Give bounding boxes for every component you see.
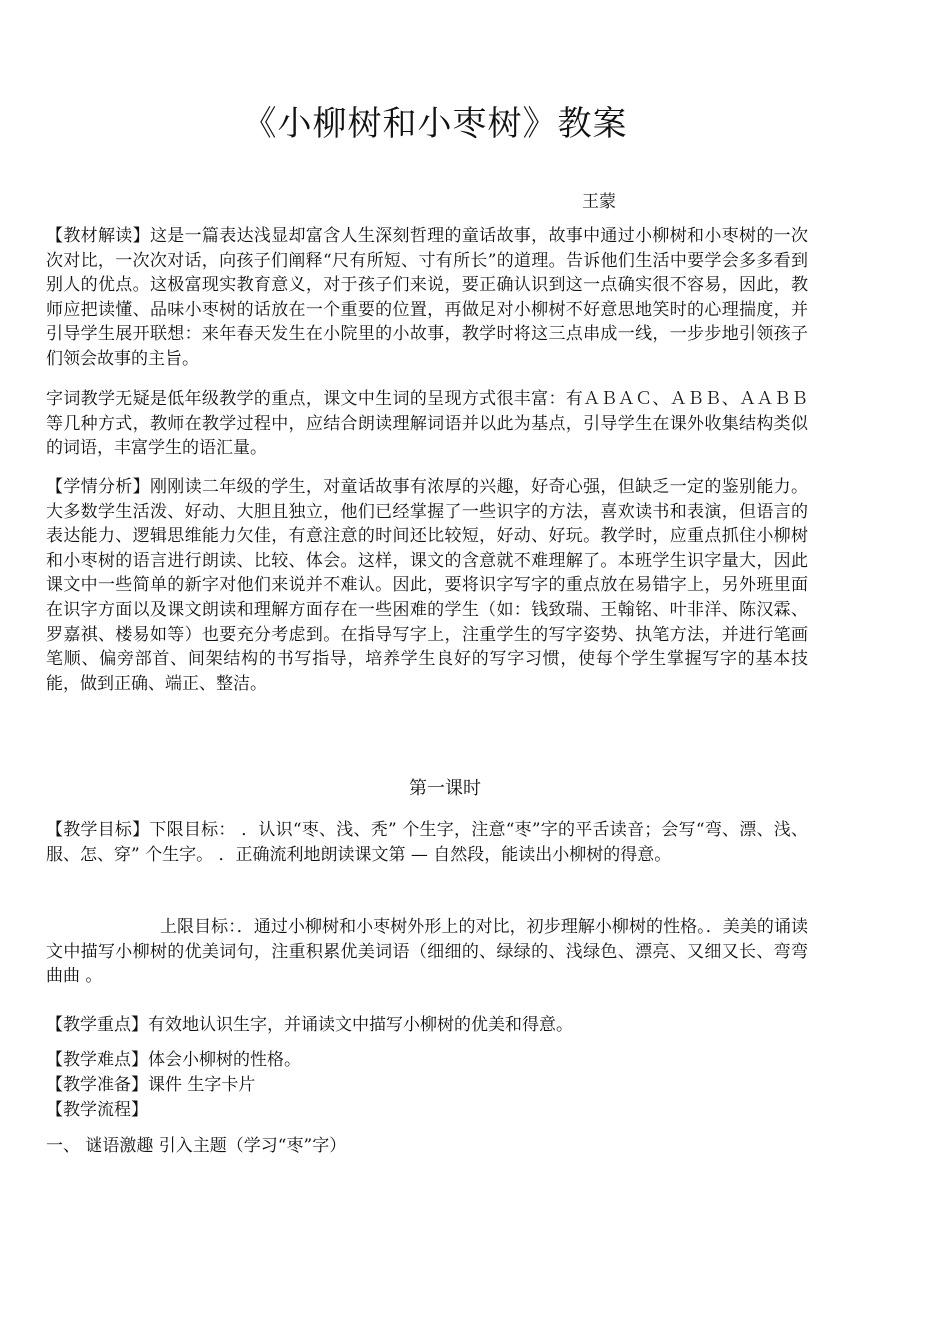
- lesson-heading: 第一课时: [409, 778, 481, 799]
- document-author: 王蒙: [582, 192, 616, 212]
- teaching-key-point: 【教学重点】有效地认识生字，并诵读文中描写小柳树的优美和得意。: [46, 1015, 573, 1035]
- vocabulary-teaching-paragraph: 字词教学无疑是低年级教学的重点，课文中生词的呈现方式很丰富：有ＡＢＡＣ、ＡＢＢ、ＡＡＢＢ等几种方式，教师在教学过程中，应结合朗读理解词语并以此为基点，引导学生在课外收集结构类似的词语，丰富学生的语汇量。: [46, 389, 808, 459]
- textbook-analysis-paragraph: 【教材解读】这是一篇表达浅显却富含人生深刻哲理的童话故事，故事中通过小柳树和小枣树的一次次对比，一次次对话，向孩子们阐释“尺有所短、寸有所长”的道理。告诉他们生活中要学会多多看到别人的优点。这极富现实教育意义，对于孩子们来说，要正确认识到这一点确实很不容易，因此，教师应把读懂、品味小枣树的话放在一个重要的位置，再做足对小柳树不好意思地笑时的心理揣度，并引导学生展开联想：来年春天发生在小院里的小故事，教学时将这三点串成一线，一步步地引领孩子们领会故事的主旨。: [46, 226, 808, 369]
- teaching-preparation: 【教学准备】课件 生字卡片: [46, 1075, 256, 1095]
- process-step-one: 一、 谜语激趣 引入主题（学习“枣”字）: [46, 1136, 347, 1156]
- teaching-process: 【教学流程】: [46, 1100, 148, 1120]
- document-title: 《小柳树和小枣树》教案: [242, 104, 628, 144]
- student-analysis-paragraph: 【学情分析】刚刚读二年级的学生，对童话故事有浓厚的兴趣，好奇心强，但缺乏一定的鉴别能力。大多数学生活泼、好动、大胆且独立，他们已经掌握了一些识字的方法，喜欢读书和表演，但语言的表达能力、逻辑思维能力欠佳，有意注意的时间还比较短，好动、好玩。教学时，应重点抓住小柳树和小枣树的语言进行朗读、比较、体会。这样，课文的含意就不难理解了。本班学生识字量大，因此课文中一些简单的新字对他们来说并不难认。因此，要将识字写字的重点放在易错字上，另外班里面在识字方面以及课文朗读和理解方面存在一些困难的学生（如：钱致瑞、王翰铭、叶非洋、陈汉霖、罗嘉祺、楼易如等）也要充分考虑到。在指导写字上，注重学生的写字姿势、执笔方法，并进行笔画笔顺、偏旁部首、间架结构的书写指导，培养学生良好的写字习惯，使每个学生掌握写字的基本技能，做到正确、端正、整洁。: [46, 477, 808, 694]
- teaching-goals-lower: 【教学目标】下限目标： ．认识“枣、浅、秃” 个生字，注意“枣”字的平舌读音；会写“弯、漂、浅、服、怎、穿” 个生字。 ．正确流利地朗读课文第 — 自然段，能读出小柳树的得意。: [46, 820, 808, 865]
- teaching-difficulty: 【教学难点】体会小柳树的性格。: [46, 1050, 301, 1070]
- teaching-goals-upper: 上限目标：．通过小柳树和小枣树外形上的对比，初步理解小柳树的性格。．美美的诵读文中描写小柳树的优美词句，注重积累优美词语（细细的、绿绿的、浅绿色、漂亮、又细又长、弯弯曲曲 。: [46, 917, 808, 987]
